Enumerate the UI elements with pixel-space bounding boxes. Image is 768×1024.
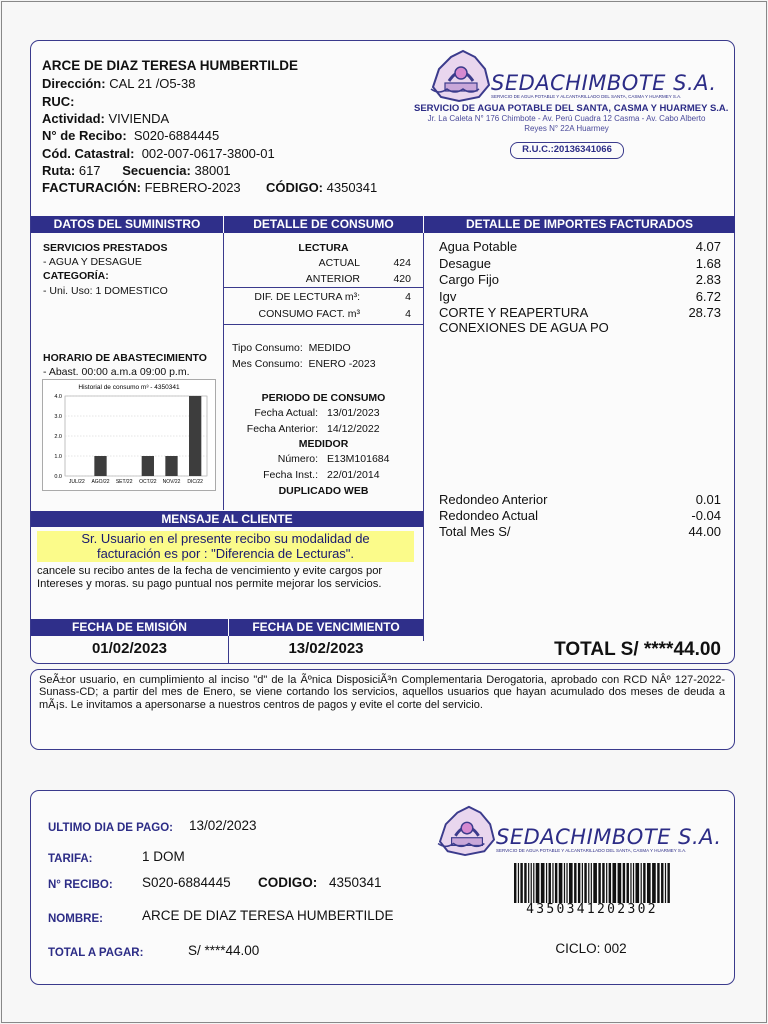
- barcode-bar: [564, 863, 565, 903]
- barcode-bar: [533, 863, 534, 903]
- current-date-label: Fecha Actual:: [254, 407, 318, 419]
- billed-consumption-value: 4: [405, 308, 411, 320]
- billing-line: FACTURACIÓN: FEBRERO-2023 CÓDIGO: 4350341: [42, 180, 378, 195]
- message-body: cancele su recibo antes de la fecha de vencimiento y evite cargos por Intereses y moras. su pago puntual nos permite mejorar los servicios.: [37, 565, 383, 590]
- barcode-bar: [609, 863, 611, 903]
- chart-x-tick-label: AGO/22: [91, 479, 110, 485]
- amount-row: Desague 1.68: [439, 255, 721, 271]
- reading-diff-value: 4: [405, 291, 411, 303]
- barcode-bar: [618, 863, 622, 903]
- company-service: SERVICIO DE AGUA POTABLE DEL SANTA, CASMA Y HUARMEY S.A.: [414, 103, 729, 114]
- barcode-bar: [657, 863, 659, 903]
- divider: [423, 233, 424, 641]
- barcode-bar: [520, 863, 522, 903]
- barcode-bar: [661, 863, 663, 903]
- receipt-sheet: [1, 1, 767, 1023]
- chart-y-tick-label: 4.0: [54, 394, 62, 400]
- schedule-value: - Abast. 00:00 a.m.a 09:00 p.m.: [43, 366, 190, 378]
- chart-y-tick-label: 2.0: [54, 434, 62, 440]
- message-section-header: MENSAJE AL CLIENTE: [31, 511, 423, 527]
- tariff-label: TARIFA:: [48, 853, 93, 865]
- amount-row: CORTE Y REAPERTURA 28.73: [439, 305, 721, 320]
- barcode: [513, 863, 671, 903]
- barcode-bar: [635, 863, 639, 903]
- company-name: SEDACHIMBOTE S.A.: [491, 71, 717, 95]
- previous-date-label: Fecha Anterior:: [246, 423, 318, 435]
- payment-stub-box: [30, 790, 735, 985]
- barcode-bar: [643, 863, 645, 903]
- barcode-bar: [528, 863, 529, 903]
- company-address-2: Reyes N° 22A Huarmey: [524, 124, 609, 133]
- company-address-1: Jr. La Caleta N° 176 Chimbote - Av. Perú Cuadra 12 Casma - Av. Cabo Alberto: [427, 114, 706, 123]
- barcode-bar: [541, 863, 545, 903]
- notice-box: [30, 669, 735, 750]
- barcode-bar: [566, 863, 567, 903]
- period-title: PERIODO DE CONSUMO: [261, 392, 386, 404]
- barcode-bar: [559, 863, 563, 903]
- meter-number-label: Número:: [277, 453, 318, 465]
- barcode-bar: [524, 863, 526, 903]
- receipt-main-box: [30, 40, 735, 664]
- amount-row: Agua Potable 4.07: [439, 239, 721, 254]
- notice-text: SeÃ±or usuario, en cumplimiento al inciso "d" de la Ãºnica DisposiciÃ³n Complementaria Derogatoria, aprobado con RCD NÂº 127-2022-Sunass-CD; a partir del mes de Enero, se viene cortando los servicios, aquellos usuarios que hayan acumulado dos meses de deuda a mÃ¡s. Le invitamos a apersonarse a nuestros centros de pagos y evite el corte del servicio.: [39, 674, 725, 711]
- barcode-bar: [518, 863, 519, 903]
- barcode-bar: [606, 863, 607, 903]
- rounding-list: [439, 492, 721, 540]
- highlight-line-2: facturación es por : "Diferencia de Lecturas".: [96, 546, 355, 561]
- meter-title: MEDIDOR: [298, 438, 349, 450]
- current-date-value: 13/01/2023: [327, 407, 380, 419]
- barcode-bar: [627, 863, 629, 903]
- barcode-bar: [633, 863, 634, 903]
- consumption-chart-svg: [43, 380, 215, 490]
- chart-bar-dic-22: [189, 396, 201, 476]
- barcode-bar: [555, 863, 557, 903]
- activity-line: Actividad: VIVIENDA: [42, 111, 170, 126]
- supply-section-header: DATOS DEL SUMINISTRO: [31, 216, 223, 233]
- stub-name-value: ARCE DE DIAZ TERESA HUMBERTILDE: [142, 908, 394, 923]
- barcode-bar: [549, 863, 551, 903]
- barcode-bar: [630, 863, 631, 903]
- meter-install-label: Fecha Inst.:: [263, 469, 318, 481]
- amounts-list: [439, 239, 721, 336]
- chart-x-tick-label: JUL/22: [68, 479, 85, 485]
- rounding-current-row: Redondeo Actual -0.04: [439, 508, 721, 523]
- barcode-bar: [588, 863, 589, 903]
- last-day-label: ULTIMO DIA DE PAGO:: [48, 822, 174, 834]
- company-ruc: R.U.C.:20136341066: [510, 142, 624, 159]
- issue-date-header: FECHA DE EMISIÓN: [31, 619, 228, 636]
- stub-company-logo: [436, 803, 726, 867]
- barcode-bar: [623, 863, 625, 903]
- amount-row: Igv 6.72: [439, 288, 721, 304]
- consumption-history-chart: [42, 379, 216, 491]
- stub-total-value: S/ ****44.00: [188, 943, 260, 958]
- category-title: CATEGORÍA:: [43, 270, 109, 282]
- address-line: Dirección: CAL 21 /O5-38: [42, 76, 196, 91]
- barcode-number: 4350341202302: [526, 902, 658, 917]
- barcode-bar: [593, 863, 597, 903]
- barcode-bar: [591, 863, 592, 903]
- barcode-bar: [612, 863, 616, 903]
- barcode-bar: [652, 863, 656, 903]
- stub-company-name: SEDACHIMBOTE S.A.: [496, 825, 722, 849]
- barcode-bar: [584, 863, 586, 903]
- barcode-bar: [665, 863, 666, 903]
- barcode-bar: [531, 863, 532, 903]
- chart-x-tick-label: OCT/22: [139, 479, 157, 485]
- barcode-bar: [598, 863, 600, 903]
- customer-name: ARCE DE DIAZ TERESA HUMBERTILDE: [42, 58, 299, 73]
- stub-code-label: CODIGO:: [258, 875, 318, 890]
- current-reading-label: ACTUAL: [318, 257, 360, 269]
- cadastral-line: Cód. Catastral: 002-007-0617-3800-01: [42, 146, 275, 161]
- company-logo-icon: [429, 47, 493, 103]
- previous-reading-label: ANTERIOR: [305, 273, 360, 285]
- amounts-section-header: DETALLE DE IMPORTES FACTURADOS: [424, 216, 735, 233]
- chart-x-tick-label: DIC/22: [187, 479, 203, 485]
- ruc-line: RUC:: [42, 94, 75, 109]
- barcode-bar: [514, 863, 516, 903]
- reading-title: LECTURA: [298, 242, 349, 254]
- stub-company-logo-icon: [436, 803, 498, 857]
- stub-total-label: TOTAL A PAGAR:: [48, 947, 144, 959]
- stub-receipt-value: S020-6884445: [142, 875, 231, 890]
- current-reading-value: 424: [393, 257, 411, 269]
- chart-x-tick-label: SET/22: [115, 479, 133, 485]
- chart-bar-oct-22: [142, 456, 154, 476]
- company-tagline: SERVICIO DE AGUA POTABLE Y ALCANTARILLADO DEL SANTA, CASMA Y HUARMEY S.A.: [491, 94, 682, 99]
- chart-title: Historial de consumo m³ - 4350341: [78, 384, 180, 391]
- cycle-label: CICLO: 002: [555, 941, 627, 956]
- consumption-month-line: Mes Consumo: ENERO -2023: [232, 358, 376, 370]
- chart-y-tick-label: 3.0: [54, 414, 62, 420]
- meter-number-value: E13M101684: [327, 453, 390, 465]
- billing-mode-highlight: [37, 531, 414, 562]
- duplicate-web-label: DUPLICADO WEB: [278, 485, 369, 497]
- last-day-value: 13/02/2023: [189, 818, 257, 833]
- previous-date-value: 14/12/2022: [327, 423, 380, 435]
- barcode-bar: [602, 863, 604, 903]
- amount-row: CONEXIONES DE AGUA PO: [439, 319, 609, 335]
- due-date-value: 13/02/2023: [288, 640, 364, 657]
- stub-code-value: 4350341: [329, 875, 382, 890]
- barcode-bar: [578, 863, 580, 903]
- due-date-header: FECHA DE VENCIMIENTO: [229, 619, 423, 636]
- tariff-value: 1 DOM: [142, 849, 185, 864]
- schedule-title: HORARIO DE ABASTECIMIENTO: [43, 352, 207, 364]
- barcode-bar: [552, 863, 553, 903]
- highlight-line-1: Sr. Usuario en el presente recibo su modalidad de: [81, 531, 370, 546]
- total-month-row: Total Mes S/ 44.00: [439, 524, 721, 539]
- category-value: - Uni. Uso: 1 DOMESTICO: [43, 285, 168, 297]
- rounding-previous-row: Redondeo Anterior 0.01: [439, 492, 721, 507]
- barcode-bar: [582, 863, 583, 903]
- chart-bar-nov-22: [165, 456, 177, 476]
- chart-y-tick-label: 1.0: [54, 454, 62, 460]
- billed-consumption-label: CONSUMO FACT. m³: [258, 308, 360, 320]
- issue-date-value: 01/02/2023: [91, 640, 168, 657]
- barcode-bar: [641, 863, 642, 903]
- amount-row: Cargo Fijo 2.83: [439, 272, 721, 287]
- stub-company-tagline: SERVICIO DE AGUA POTABLE Y ALCANTARILLADO DEL SANTA, CASMA Y HUARMEY S.A.: [496, 848, 687, 853]
- barcode-bar: [569, 863, 573, 903]
- barcode-bar: [574, 863, 576, 903]
- barcode-bar: [546, 863, 547, 903]
- stub-name-label: NOMBRE:: [48, 913, 103, 925]
- services-title: SERVICIOS PRESTADOS: [43, 242, 168, 254]
- divider: [224, 287, 423, 288]
- grand-total: TOTAL S/ ****44.00: [554, 639, 721, 660]
- meter-install-value: 22/01/2014: [327, 469, 380, 481]
- consumption-type-line: Tipo Consumo: MEDIDO: [232, 342, 351, 354]
- receipt-number-line: N° de Recibo: S020-6884445: [42, 128, 220, 143]
- divider: [224, 324, 423, 325]
- consumption-section-header: DETALLE DE CONSUMO: [224, 216, 423, 233]
- chart-x-tick-label: NOV/22: [162, 479, 181, 485]
- chart-bar-ago-22: [94, 456, 106, 476]
- previous-reading-value: 420: [393, 273, 411, 285]
- stub-receipt-label: N° RECIBO:: [48, 879, 113, 891]
- barcode-bar: [647, 863, 651, 903]
- barcode-bar: [667, 863, 669, 903]
- chart-y-tick-label: 0.0: [54, 474, 62, 480]
- barcode-bar: [536, 863, 540, 903]
- route-line: Ruta: 617 Secuencia: 38001: [42, 163, 231, 178]
- services-value: - AGUA Y DESAGUE: [43, 256, 142, 268]
- reading-diff-label: DIF. DE LECTURA m³:: [254, 291, 360, 303]
